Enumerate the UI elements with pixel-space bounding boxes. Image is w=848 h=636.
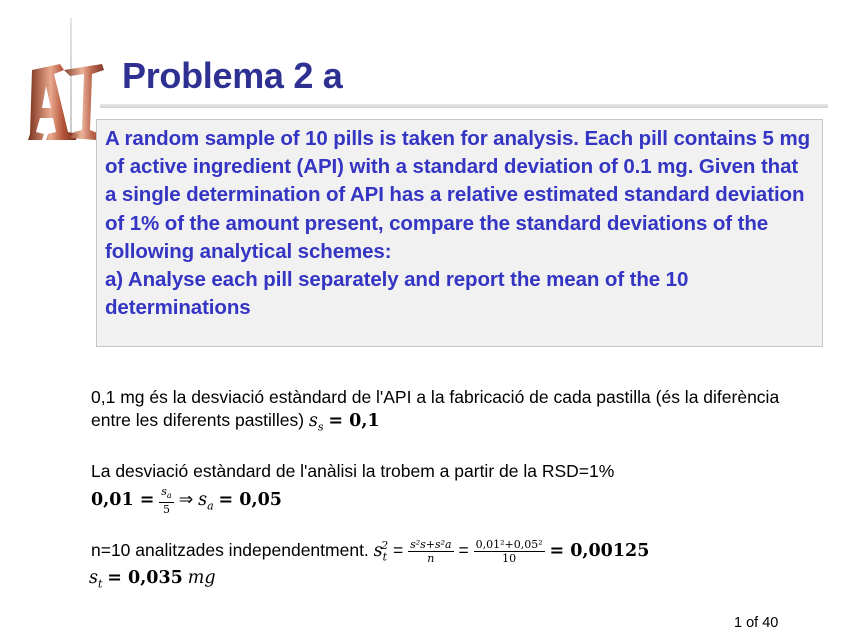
formula-rsd-den: 5 [162, 503, 170, 517]
page-indicator: 1 of 40 [734, 615, 779, 631]
formula-st-value: = 0,035 [107, 568, 183, 588]
problem-statement-box [96, 119, 823, 347]
formula-st-sub: t [97, 577, 103, 591]
formula-st-unit: mg [187, 568, 216, 588]
formula-st2-sup: 2 [381, 539, 389, 552]
formula-st-var: s [89, 568, 98, 588]
formula-rsd-fraction [159, 485, 173, 516]
explanation-text-1: 0,1 mg és la desviació estàndard de l'API a la fabricació de cada pastilla (és la diferència entre les diferents pastilles) [91, 387, 780, 430]
formula-ss-sub: s [317, 420, 324, 434]
formula-variance-result: = 0,00125 [549, 540, 650, 561]
formula-variance-fraction-2 [474, 538, 545, 565]
formula-frac2-den: 10 [502, 551, 517, 565]
problem-part-a-text: a) Analyse each pill separately and report the mean of the 10 determinations [105, 268, 689, 320]
explanation-paragraph-2 [91, 460, 803, 518]
formula-rsd [91, 485, 803, 518]
formula-rsd-lhs: 0,01 = [91, 490, 155, 511]
formula-eq-1: = [392, 539, 404, 560]
formula-rsd-num: s [161, 485, 167, 498]
problem-statement-text: A random sample of 10 pills is taken for analysis. Each pill contains 5 mg of active ingredient (API) with a standard deviation of 0.1 mg. Given that a single determination of API has a relative estimated standard deviation of 1% of the amount present, compare the standard deviations of the following analytical schemes: [105, 127, 811, 263]
formula-sa-value: = 0,05 [218, 490, 282, 511]
formula-frac1-num: s²s+s²a [410, 537, 452, 551]
formula-variance-fraction-1 [408, 538, 454, 565]
formula-st2-var: s [373, 540, 383, 561]
slide-title: Problema 2 a [122, 55, 343, 96]
formula-st2-sub: t [382, 550, 388, 564]
formula-frac1-den: n [427, 551, 435, 565]
explanation-paragraph-4 [89, 566, 216, 596]
formula-frac2-num: 0,01²+0,05² [475, 537, 543, 551]
explanation-text-2: La desviació estàndard de l'anàlisi la trobem a partir de la RSD=1% [91, 461, 615, 481]
formula-eq-2: = [458, 539, 469, 560]
implies-arrow: ⇒ [178, 489, 194, 510]
formula-rsd-num-sub: a [166, 491, 172, 501]
title-divider [100, 104, 828, 108]
formula-ss-var: s [308, 411, 318, 431]
formula-sa-var: s [198, 490, 208, 511]
formula-sa-sub: a [207, 499, 214, 513]
explanation-paragraph-3 [91, 534, 811, 568]
explanation-text-3: n=10 analitzades independentment. [91, 539, 369, 560]
explanation-paragraph-1 [91, 386, 803, 439]
formula-ss-value: = 0,1 [328, 411, 380, 431]
